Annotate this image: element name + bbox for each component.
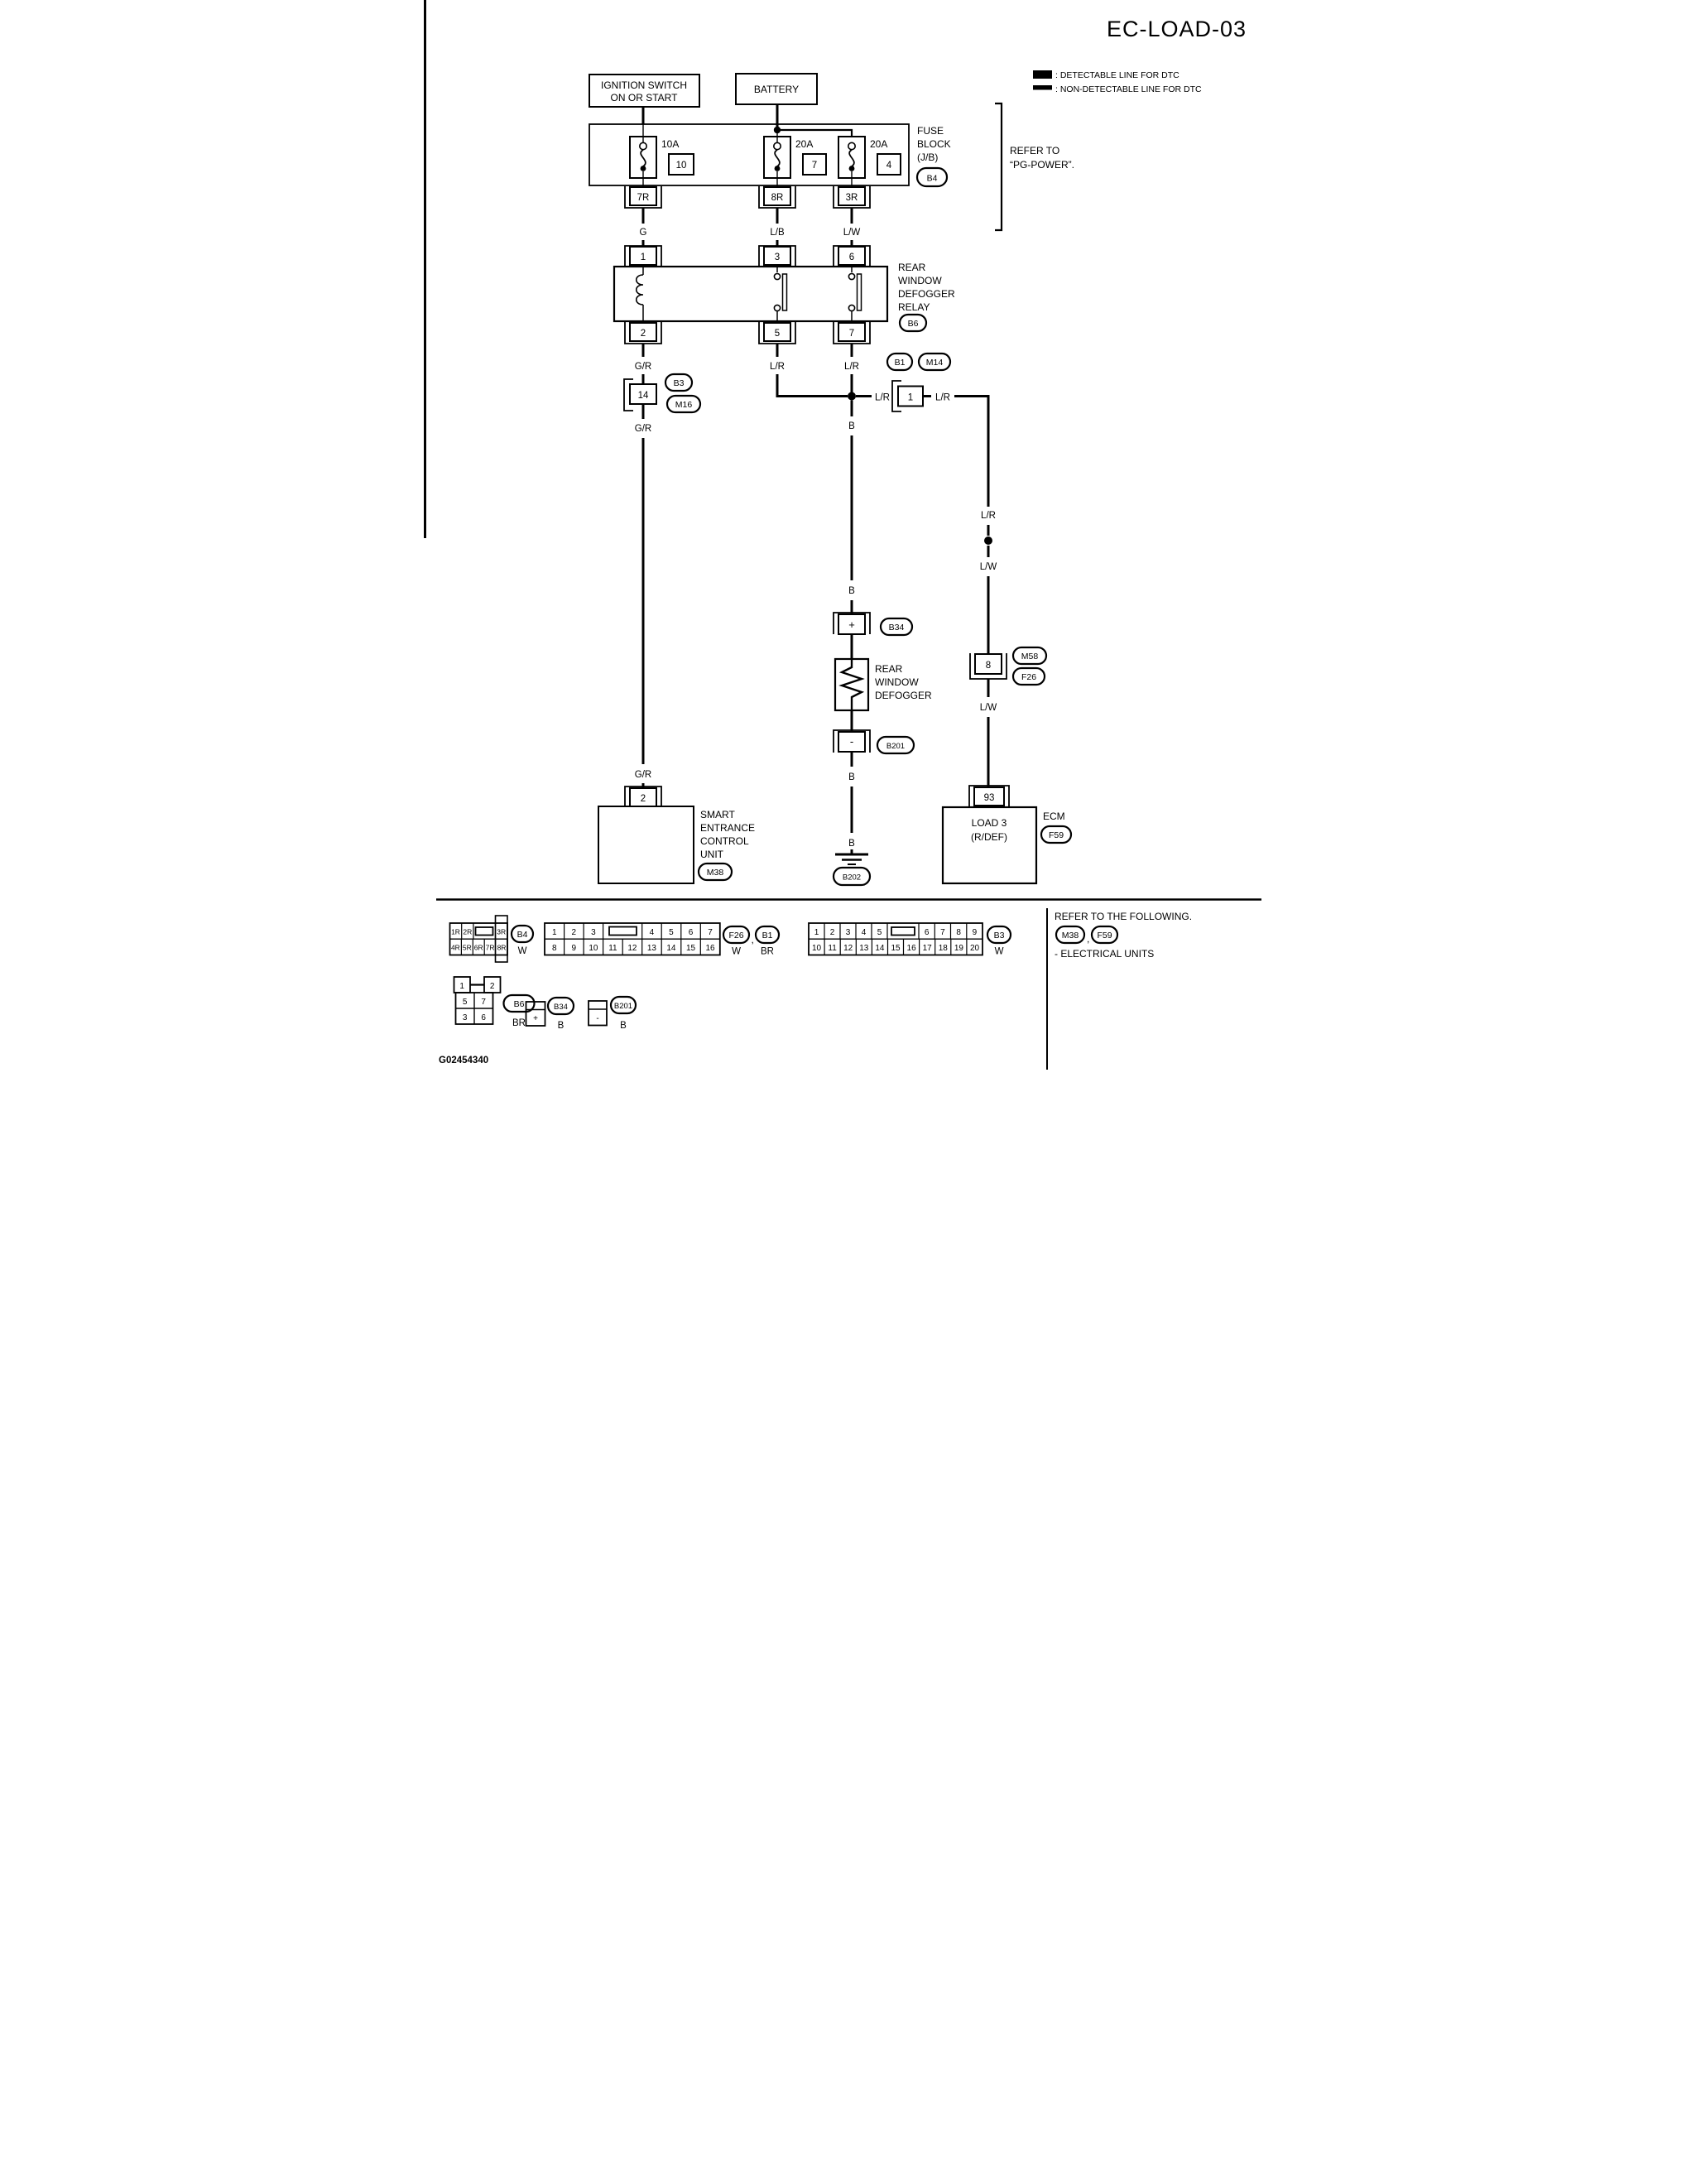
non-detectable-line-swatch: [1033, 85, 1052, 90]
wire-label-lr-2: L/R: [844, 362, 859, 372]
harness-connector-b1: B1: [894, 358, 906, 368]
connector-b201-oval: B201: [886, 742, 906, 751]
wire-label-lw: L/W: [843, 228, 861, 238]
b6-cell: 7: [481, 998, 486, 1007]
ground-symbol: [835, 854, 868, 864]
b6-cell: 6: [481, 1013, 486, 1022]
relay-pin-6: 6: [848, 253, 855, 262]
b4-cell: 1R: [451, 927, 460, 936]
b6-cell: 3: [462, 1013, 468, 1022]
f26b1-cell: 13: [646, 944, 656, 953]
f26b1-cell: 4: [649, 928, 655, 937]
fuse1-number: 10: [675, 161, 687, 171]
b3-cell: 15: [891, 944, 901, 953]
b3-cell: 9: [972, 928, 978, 937]
b3-cell: 12: [843, 944, 853, 953]
legend-detectable-label: : DETECTABLE LINE FOR DTC: [1055, 70, 1180, 80]
wiring-diagram-ec-load-03: [424, 0, 1272, 1092]
footer-b34-oval: B34: [554, 1003, 568, 1012]
footer-connector-b3: [809, 923, 1011, 957]
fuse-to-relay-wires: [640, 208, 861, 246]
f26b1-cell: 16: [705, 944, 715, 953]
fuse2-rating: 20A: [795, 138, 814, 150]
b3-cell: 20: [969, 944, 980, 953]
lr-junction-dot: [848, 392, 856, 401]
f26b1-cell: 3: [591, 928, 596, 937]
wire-label-b-3: B: [848, 772, 855, 782]
connector-b34-oval: B34: [888, 623, 905, 633]
wire-label-lw-1: L/W: [979, 562, 997, 572]
pin5-wire: [777, 374, 848, 397]
b4-cell: 6R: [473, 943, 483, 952]
relay-contact2-top: [848, 273, 854, 279]
page-title: EC-LOAD-03: [1106, 17, 1247, 41]
footer-f26-color: W: [732, 946, 741, 957]
secu-connector-m38: M38: [706, 868, 724, 878]
relay-contact2-bottom: [848, 305, 854, 310]
connector-m58-oval: M58: [1021, 652, 1039, 661]
fuse-block-label2: BLOCK: [917, 138, 951, 150]
b4-cell: 8R: [497, 943, 507, 952]
wire-label-b-1: B: [848, 421, 855, 431]
wire-label-lr-3: L/R: [875, 392, 890, 403]
footer-reference: [1047, 908, 1192, 1070]
b3-cell: 7: [940, 928, 945, 937]
b3-key-slot: [891, 927, 915, 936]
b3-cell: 2: [829, 928, 835, 937]
b4-cell: 4R: [450, 943, 460, 952]
secu-label4: UNIT: [700, 849, 723, 860]
b3-cell: 4: [861, 928, 867, 937]
ground-connector-b202: B202: [842, 873, 862, 883]
refer-pg-power: [995, 103, 1074, 230]
electrical-units-label: - ELECTRICAL UNITS: [1055, 948, 1155, 960]
footer-connector-b34: [526, 998, 574, 1031]
relay-pin-5: 5: [774, 329, 781, 339]
footer-b201-color: B: [620, 1021, 627, 1031]
relay-pin-2: 2: [640, 329, 646, 339]
defogger-resistor: [842, 659, 862, 710]
b3-cell: 8: [956, 928, 961, 937]
relay-pin-7: 7: [848, 329, 855, 339]
pg-power-bracket: [995, 103, 1002, 230]
relay-label3: DEFOGGER: [898, 288, 955, 300]
b4-cell: 5R: [462, 943, 472, 952]
battery-box: [736, 74, 817, 104]
b4-cell: 7R: [485, 943, 495, 952]
secu-label2: ENTRANCE: [700, 822, 756, 834]
lr-wire-to-right-branch: [954, 397, 988, 508]
relay-connector-b6: B6: [907, 319, 919, 329]
wire-label-gr-3: G/R: [634, 770, 652, 780]
fuse-20a-4: [838, 137, 901, 187]
relay-label1: REAR: [898, 262, 926, 273]
b6-cell: 2: [489, 982, 495, 991]
detectable-line-swatch: [1033, 70, 1052, 79]
footer-b1-oval: B1: [762, 931, 773, 940]
secu-label3: CONTROL: [700, 835, 749, 847]
inline-connector-1: 1: [907, 392, 914, 403]
lr-lw-splice-dot: [984, 536, 992, 545]
defogger-label3: DEFOGGER: [875, 690, 932, 701]
wire-label-b-4: B: [848, 839, 855, 849]
footer-comma-2: ,: [1087, 933, 1090, 945]
footer-b3-color: W: [994, 946, 1004, 957]
footer-connector-b6: [454, 977, 535, 1028]
fuse-20a-7: [764, 137, 826, 187]
b3-cell: 11: [828, 944, 837, 953]
b4-cell: 2R: [463, 927, 473, 936]
footer-m38-oval: M38: [1061, 931, 1079, 940]
secu-pin-2: 2: [640, 794, 646, 804]
footer-b6-oval: B6: [513, 999, 525, 1009]
document-id: G02454340: [439, 1056, 489, 1066]
defogger-plus-pin: +: [848, 618, 855, 631]
b34-symbol: +: [533, 1014, 538, 1023]
ecm-pin-93: 93: [983, 793, 995, 803]
pin-7r: 7R: [637, 193, 650, 203]
connector-b3-oval: B3: [673, 378, 685, 388]
b6-cell: 1: [459, 982, 464, 991]
wire-label-lr-4: L/R: [935, 392, 950, 403]
ecm-load-label1: LOAD 3: [971, 817, 1007, 829]
b201-symbol: -: [596, 1014, 599, 1023]
pin-8r: 8R: [771, 193, 784, 203]
harness-connector-m14: M14: [925, 358, 944, 368]
defogger-minus-pin: -: [849, 735, 854, 748]
defogger-label2: WINDOW: [875, 676, 919, 688]
junction-section: [777, 374, 988, 507]
b3-cell: 14: [875, 944, 885, 953]
legend: [1033, 70, 1202, 94]
b3-cell: 3: [845, 928, 851, 937]
footer-b201-oval: B201: [613, 1002, 633, 1011]
inline-connector-14: 14: [637, 391, 649, 401]
wire-label-gr-1: G/R: [634, 362, 652, 372]
b3-cell: 13: [859, 944, 869, 953]
relay-label4: RELAY: [898, 301, 930, 313]
b3-cell: 10: [811, 944, 822, 953]
smart-entrance-control-unit-box: [598, 806, 694, 883]
scan-edge-artifact: [424, 0, 426, 538]
inline-connector-8: 8: [985, 661, 992, 671]
b3-cell: 19: [954, 944, 963, 953]
fuse-block-label1: FUSE: [917, 125, 944, 137]
f26b1-cell: 7: [708, 928, 713, 937]
b3-cell: 17: [922, 944, 932, 953]
secu-label1: SMART: [700, 809, 735, 820]
right-branch: [943, 511, 1071, 883]
defogger-label1: REAR: [875, 663, 903, 675]
relay-bottom-pins: [625, 322, 870, 344]
b3-cell: 16: [906, 944, 916, 953]
ignition-label-line2: ON OR START: [610, 92, 678, 103]
fuse1-rating: 10A: [661, 138, 680, 150]
refer-pg-line2: “PG-POWER”.: [1010, 159, 1074, 171]
relay-pin-1: 1: [640, 253, 646, 262]
f26b1-cell: 11: [608, 944, 617, 953]
footer-connector-b201: [589, 997, 636, 1031]
footer-f26-oval: F26: [728, 931, 744, 940]
footer-b4-color: W: [517, 946, 527, 956]
wire-label-lw-2: L/W: [979, 703, 997, 713]
b3-cell: 5: [877, 928, 882, 937]
b4-cell: 3R: [497, 927, 507, 936]
f26b1-cell: 10: [589, 944, 598, 953]
fuse-block-connector-b4: B4: [926, 173, 938, 184]
fuse-10a: [630, 137, 694, 187]
footer-f59-oval: F59: [1097, 931, 1112, 940]
f26b1-cell: 8: [552, 944, 557, 953]
footer-connector-b4: [450, 916, 534, 962]
pin-3r: 3R: [845, 193, 858, 203]
relay-pin-3: 3: [774, 253, 781, 262]
ecm-load-label2: (R/DEF): [971, 831, 1007, 843]
footer-b3-oval: B3: [993, 931, 1005, 940]
ignition-switch-box: [589, 75, 699, 107]
relay-top-pins: [625, 246, 870, 266]
fuse-block-label3: (J/B): [917, 152, 939, 163]
fuse2-number: 7: [811, 161, 818, 171]
footer-comma-1: ,: [751, 934, 754, 945]
ecm-connector-f59: F59: [1048, 830, 1064, 840]
relay-coil: [637, 275, 643, 305]
left-branch: [598, 374, 755, 883]
wire-label-g: G: [639, 228, 647, 238]
fuse-block: [589, 124, 951, 187]
f26b1-cell: 14: [666, 944, 676, 953]
b3-cell: 1: [814, 928, 819, 937]
footer-b4-oval: B4: [516, 930, 528, 940]
ecm-name: ECM: [1043, 811, 1065, 822]
rear-window-defogger-relay: [614, 262, 955, 331]
footer-b6-color: BR: [512, 1018, 526, 1028]
fuse3-number: 4: [886, 161, 892, 171]
wire-label-lr-5: L/R: [981, 511, 996, 521]
f26b1-cell: 12: [627, 944, 637, 953]
refer-pg-line1: REFER TO: [1010, 145, 1060, 156]
f26b1-cell: 15: [685, 944, 696, 953]
wire-label-lb: L/B: [770, 228, 785, 238]
ignition-label-line1: IGNITION SWITCH: [601, 79, 687, 91]
f26b1-cell: 6: [688, 928, 694, 937]
b3-cell: 6: [924, 928, 930, 937]
footer-connector-f26-b1: [545, 923, 779, 957]
footer-b34-color: B: [557, 1021, 565, 1031]
connector-f26-oval: F26: [1021, 672, 1037, 682]
fuse4-branch-wire: [777, 130, 852, 137]
fuse-block-pins: [625, 186, 870, 208]
refer-following-label: REFER TO THE FOLLOWING.: [1055, 911, 1193, 922]
relay-contact1-top: [774, 273, 780, 279]
relay-contact2-bar: [858, 274, 862, 310]
f26b1-key-slot: [609, 927, 637, 936]
legend-non-detectable-label: : NON-DETECTABLE LINE FOR DTC: [1055, 84, 1202, 94]
wire-label-lr-1: L/R: [770, 362, 785, 372]
wiring-diagram-page: [424, 0, 1272, 1092]
b6-cell: 5: [462, 998, 468, 1007]
b4-key-slot: [476, 927, 493, 936]
f26b1-cell: 5: [669, 928, 674, 937]
battery-label: BATTERY: [753, 84, 800, 95]
wire-label-gr-2: G/R: [634, 424, 652, 434]
b3-cell: 18: [938, 944, 948, 953]
relay-label2: WINDOW: [898, 275, 942, 286]
f26b1-cell: 1: [552, 928, 557, 937]
defogger-branch: [834, 401, 932, 886]
fuse3-rating: 20A: [870, 138, 888, 150]
relay-contact1-bar: [783, 274, 787, 310]
wire-label-b-2: B: [848, 586, 855, 596]
f26b1-cell: 9: [571, 944, 577, 953]
connector-m16-oval: M16: [675, 400, 693, 410]
relay-contact1-bottom: [774, 305, 780, 310]
f26b1-cell: 2: [571, 928, 577, 937]
footer-b1-color: BR: [761, 946, 774, 957]
